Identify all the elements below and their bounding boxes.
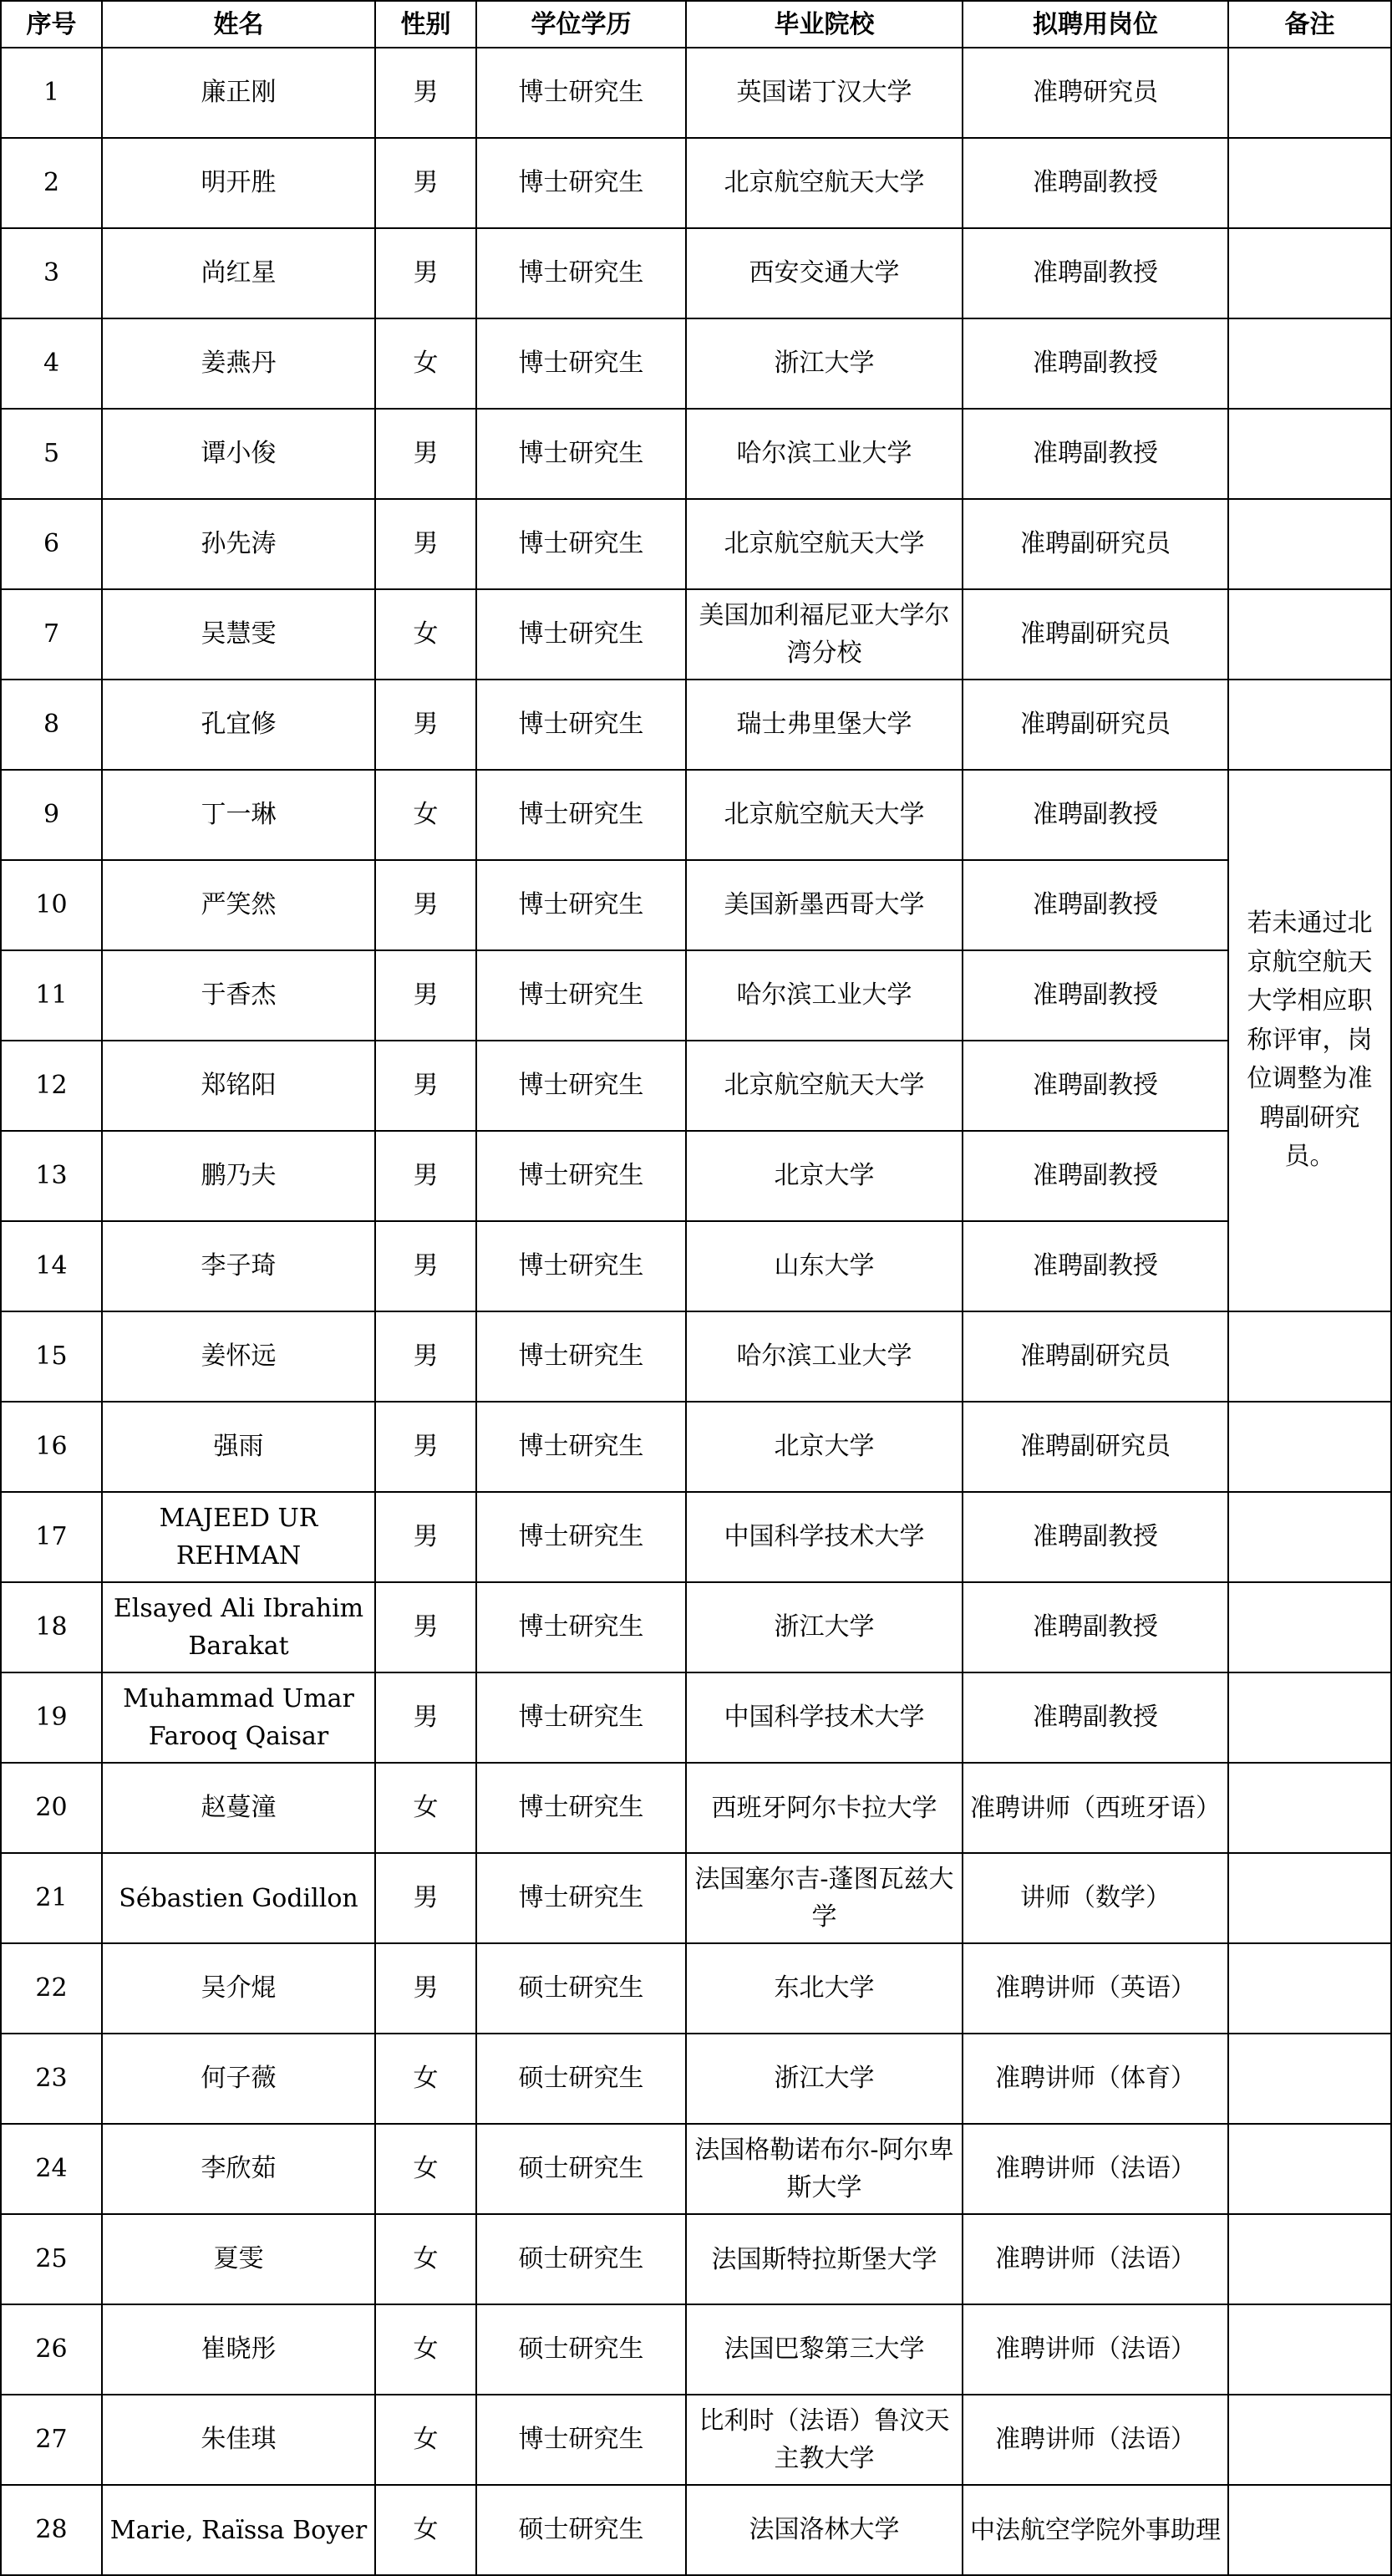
position-cell: 准聘讲师（法语） xyxy=(963,2304,1228,2395)
remarks-cell xyxy=(1228,318,1391,409)
degree-cell: 博士研究生 xyxy=(476,1853,686,1943)
remarks-cell xyxy=(1228,499,1391,589)
gender-cell: 男 xyxy=(375,1943,476,2034)
name-cell: Sébastien Godillon xyxy=(102,1853,375,1943)
serial-number-cell: 20 xyxy=(1,1763,102,1853)
degree-cell: 硕士研究生 xyxy=(476,2304,686,2395)
table-row xyxy=(1,2214,1391,2304)
serial-number-cell: 3 xyxy=(1,228,102,318)
name-cell: MAJEED UR REHMAN xyxy=(102,1492,375,1582)
school-cell: 美国新墨西哥大学 xyxy=(686,860,963,950)
serial-number-cell: 9 xyxy=(1,770,102,860)
gender-cell: 男 xyxy=(375,228,476,318)
remarks-cell xyxy=(1228,2485,1391,2575)
school-cell: 东北大学 xyxy=(686,1943,963,2034)
remarks-cell xyxy=(1228,48,1391,138)
name-cell: 廉正刚 xyxy=(102,48,375,138)
position-cell: 准聘副教授 xyxy=(963,770,1228,860)
header-row xyxy=(1,1,1391,48)
gender-cell: 男 xyxy=(375,1221,476,1311)
school-cell: 北京航空航天大学 xyxy=(686,138,963,228)
gender-cell: 男 xyxy=(375,138,476,228)
degree-cell: 博士研究生 xyxy=(476,138,686,228)
position-cell: 中法航空学院外事助理 xyxy=(963,2485,1228,2575)
position-cell: 准聘副研究员 xyxy=(963,680,1228,770)
gender-cell: 女 xyxy=(375,2485,476,2575)
table-row xyxy=(1,2034,1391,2124)
name-cell: 朱佳琪 xyxy=(102,2395,375,2485)
name-cell: 尚红星 xyxy=(102,228,375,318)
school-cell: 山东大学 xyxy=(686,1221,963,1311)
gender-cell: 女 xyxy=(375,2395,476,2485)
degree-cell: 博士研究生 xyxy=(476,1763,686,1853)
table-row xyxy=(1,860,1391,950)
remarks-cell xyxy=(1228,1853,1391,1943)
header-degree: 学位学历 xyxy=(476,1,686,48)
gender-cell: 女 xyxy=(375,2304,476,2395)
school-cell: 法国塞尔吉-蓬图瓦兹大学 xyxy=(686,1853,963,1943)
degree-cell: 博士研究生 xyxy=(476,318,686,409)
table-row xyxy=(1,1672,1391,1763)
remarks-note-cell: 若未通过北京航空航天大学相应职称评审，岗位调整为准聘副研究员。 xyxy=(1228,770,1391,1311)
name-cell: 郑铭阳 xyxy=(102,1041,375,1131)
position-cell: 准聘副研究员 xyxy=(963,1402,1228,1492)
gender-cell: 男 xyxy=(375,1492,476,1582)
remarks-cell xyxy=(1228,1402,1391,1492)
name-cell: Marie, Raïssa Boyer xyxy=(102,2485,375,2575)
school-cell: 哈尔滨工业大学 xyxy=(686,1311,963,1402)
table-row xyxy=(1,1221,1391,1311)
header-position: 拟聘用岗位 xyxy=(963,1,1228,48)
remarks-cell xyxy=(1228,680,1391,770)
remarks-cell xyxy=(1228,228,1391,318)
degree-cell: 硕士研究生 xyxy=(476,1943,686,2034)
gender-cell: 男 xyxy=(375,1131,476,1221)
serial-number-cell: 17 xyxy=(1,1492,102,1582)
table-row xyxy=(1,1763,1391,1853)
table-row xyxy=(1,1041,1391,1131)
name-cell: 强雨 xyxy=(102,1402,375,1492)
school-cell: 浙江大学 xyxy=(686,1582,963,1672)
name-cell: 赵蔓潼 xyxy=(102,1763,375,1853)
position-cell: 准聘副教授 xyxy=(963,138,1228,228)
name-cell: 于香杰 xyxy=(102,950,375,1041)
serial-number-cell: 10 xyxy=(1,860,102,950)
degree-cell: 博士研究生 xyxy=(476,409,686,499)
header-name: 姓名 xyxy=(102,1,375,48)
table-row xyxy=(1,1131,1391,1221)
school-cell: 法国格勒诺布尔-阿尔卑斯大学 xyxy=(686,2124,963,2214)
remarks-cell xyxy=(1228,2034,1391,2124)
table-row xyxy=(1,1853,1391,1943)
serial-number-cell: 13 xyxy=(1,1131,102,1221)
school-cell: 西班牙阿尔卡拉大学 xyxy=(686,1763,963,1853)
name-cell: 严笑然 xyxy=(102,860,375,950)
position-cell: 准聘讲师（体育） xyxy=(963,2034,1228,2124)
remarks-cell xyxy=(1228,138,1391,228)
remarks-cell xyxy=(1228,2124,1391,2214)
table-header xyxy=(1,1,1391,48)
degree-cell: 博士研究生 xyxy=(476,2395,686,2485)
remarks-cell xyxy=(1228,2395,1391,2485)
table-row xyxy=(1,1402,1391,1492)
gender-cell: 女 xyxy=(375,2124,476,2214)
serial-number-cell: 25 xyxy=(1,2214,102,2304)
table-row xyxy=(1,2485,1391,2575)
degree-cell: 博士研究生 xyxy=(476,1402,686,1492)
degree-cell: 博士研究生 xyxy=(476,1492,686,1582)
position-cell: 准聘讲师（英语） xyxy=(963,1943,1228,2034)
degree-cell: 硕士研究生 xyxy=(476,2034,686,2124)
position-cell: 准聘副教授 xyxy=(963,318,1228,409)
name-cell: 吴介焜 xyxy=(102,1943,375,2034)
degree-cell: 博士研究生 xyxy=(476,1311,686,1402)
gender-cell: 男 xyxy=(375,499,476,589)
school-cell: 比利时（法语）鲁汶天主教大学 xyxy=(686,2395,963,2485)
table-row xyxy=(1,2124,1391,2214)
serial-number-cell: 22 xyxy=(1,1943,102,2034)
position-cell: 准聘副教授 xyxy=(963,1672,1228,1763)
table-row xyxy=(1,1492,1391,1582)
header-gender: 性别 xyxy=(375,1,476,48)
header-serial-number: 序号 xyxy=(1,1,102,48)
position-cell: 准聘副教授 xyxy=(963,1492,1228,1582)
school-cell: 瑞士弗里堡大学 xyxy=(686,680,963,770)
position-cell: 准聘副教授 xyxy=(963,228,1228,318)
table-row xyxy=(1,228,1391,318)
table-row xyxy=(1,2395,1391,2485)
degree-cell: 博士研究生 xyxy=(476,48,686,138)
serial-number-cell: 11 xyxy=(1,950,102,1041)
serial-number-cell: 8 xyxy=(1,680,102,770)
table-row xyxy=(1,770,1391,860)
name-cell: 鹏乃夫 xyxy=(102,1131,375,1221)
name-cell: 丁一琳 xyxy=(102,770,375,860)
school-cell: 美国加利福尼亚大学尔湾分校 xyxy=(686,589,963,680)
school-cell: 英国诺丁汉大学 xyxy=(686,48,963,138)
position-cell: 讲师（数学） xyxy=(963,1853,1228,1943)
position-cell: 准聘副教授 xyxy=(963,1131,1228,1221)
position-cell: 准聘副教授 xyxy=(963,409,1228,499)
table-row xyxy=(1,950,1391,1041)
degree-cell: 硕士研究生 xyxy=(476,2485,686,2575)
position-cell: 准聘副教授 xyxy=(963,1221,1228,1311)
serial-number-cell: 28 xyxy=(1,2485,102,2575)
serial-number-cell: 5 xyxy=(1,409,102,499)
gender-cell: 女 xyxy=(375,318,476,409)
gender-cell: 男 xyxy=(375,1041,476,1131)
school-cell: 北京大学 xyxy=(686,1131,963,1221)
school-cell: 北京航空航天大学 xyxy=(686,499,963,589)
gender-cell: 女 xyxy=(375,2034,476,2124)
name-cell: 姜怀远 xyxy=(102,1311,375,1402)
degree-cell: 博士研究生 xyxy=(476,950,686,1041)
name-cell: 谭小俊 xyxy=(102,409,375,499)
serial-number-cell: 6 xyxy=(1,499,102,589)
remarks-cell xyxy=(1228,2304,1391,2395)
table-row xyxy=(1,138,1391,228)
position-cell: 准聘副教授 xyxy=(963,860,1228,950)
serial-number-cell: 21 xyxy=(1,1853,102,1943)
school-cell: 哈尔滨工业大学 xyxy=(686,950,963,1041)
degree-cell: 博士研究生 xyxy=(476,680,686,770)
degree-cell: 硕士研究生 xyxy=(476,2214,686,2304)
remarks-cell xyxy=(1228,1492,1391,1582)
serial-number-cell: 23 xyxy=(1,2034,102,2124)
remarks-cell xyxy=(1228,2214,1391,2304)
table-row xyxy=(1,499,1391,589)
position-cell: 准聘副教授 xyxy=(963,1582,1228,1672)
school-cell: 中国科学技术大学 xyxy=(686,1672,963,1763)
table-row xyxy=(1,1311,1391,1402)
header-school: 毕业院校 xyxy=(686,1,963,48)
gender-cell: 男 xyxy=(375,48,476,138)
gender-cell: 男 xyxy=(375,950,476,1041)
gender-cell: 男 xyxy=(375,860,476,950)
degree-cell: 博士研究生 xyxy=(476,1672,686,1763)
gender-cell: 男 xyxy=(375,1311,476,1402)
table-body xyxy=(1,48,1391,2575)
name-cell: 李欣茹 xyxy=(102,2124,375,2214)
remarks-cell xyxy=(1228,409,1391,499)
degree-cell: 博士研究生 xyxy=(476,1221,686,1311)
gender-cell: 男 xyxy=(375,409,476,499)
degree-cell: 博士研究生 xyxy=(476,1131,686,1221)
header-remarks: 备注 xyxy=(1228,1,1391,48)
name-cell: 孙先涛 xyxy=(102,499,375,589)
school-cell: 西安交通大学 xyxy=(686,228,963,318)
serial-number-cell: 12 xyxy=(1,1041,102,1131)
position-cell: 准聘研究员 xyxy=(963,48,1228,138)
position-cell: 准聘讲师（法语） xyxy=(963,2124,1228,2214)
serial-number-cell: 14 xyxy=(1,1221,102,1311)
name-cell: 夏雯 xyxy=(102,2214,375,2304)
gender-cell: 男 xyxy=(375,680,476,770)
remarks-cell xyxy=(1228,1763,1391,1853)
position-cell: 准聘副教授 xyxy=(963,1041,1228,1131)
school-cell: 北京航空航天大学 xyxy=(686,1041,963,1131)
degree-cell: 硕士研究生 xyxy=(476,2124,686,2214)
serial-number-cell: 27 xyxy=(1,2395,102,2485)
table-row xyxy=(1,680,1391,770)
remarks-cell xyxy=(1228,1311,1391,1402)
gender-cell: 男 xyxy=(375,1672,476,1763)
degree-cell: 博士研究生 xyxy=(476,228,686,318)
position-cell: 准聘讲师（法语） xyxy=(963,2395,1228,2485)
degree-cell: 博士研究生 xyxy=(476,860,686,950)
degree-cell: 博士研究生 xyxy=(476,1582,686,1672)
serial-number-cell: 1 xyxy=(1,48,102,138)
gender-cell: 男 xyxy=(375,1402,476,1492)
table-row xyxy=(1,2304,1391,2395)
name-cell: 明开胜 xyxy=(102,138,375,228)
serial-number-cell: 24 xyxy=(1,2124,102,2214)
gender-cell: 男 xyxy=(375,1853,476,1943)
name-cell: 崔晓彤 xyxy=(102,2304,375,2395)
table-row xyxy=(1,1943,1391,2034)
school-cell: 浙江大学 xyxy=(686,318,963,409)
remarks-cell xyxy=(1228,1672,1391,1763)
degree-cell: 博士研究生 xyxy=(476,1041,686,1131)
name-cell: 李子琦 xyxy=(102,1221,375,1311)
school-cell: 北京大学 xyxy=(686,1402,963,1492)
gender-cell: 女 xyxy=(375,770,476,860)
table-row xyxy=(1,409,1391,499)
gender-cell: 男 xyxy=(375,1582,476,1672)
table-row xyxy=(1,318,1391,409)
position-cell: 准聘讲师（西班牙语） xyxy=(963,1763,1228,1853)
table-row xyxy=(1,1582,1391,1672)
position-cell: 准聘副教授 xyxy=(963,950,1228,1041)
serial-number-cell: 18 xyxy=(1,1582,102,1672)
remarks-cell xyxy=(1228,589,1391,680)
position-cell: 准聘副研究员 xyxy=(963,1311,1228,1402)
school-cell: 法国斯特拉斯堡大学 xyxy=(686,2214,963,2304)
remarks-cell xyxy=(1228,1943,1391,2034)
name-cell: 姜燕丹 xyxy=(102,318,375,409)
school-cell: 中国科学技术大学 xyxy=(686,1492,963,1582)
name-cell: 何子薇 xyxy=(102,2034,375,2124)
name-cell: 孔宜修 xyxy=(102,680,375,770)
school-cell: 哈尔滨工业大学 xyxy=(686,409,963,499)
name-cell: Elsayed Ali Ibrahim Barakat xyxy=(102,1582,375,1672)
serial-number-cell: 15 xyxy=(1,1311,102,1402)
table-row xyxy=(1,48,1391,138)
serial-number-cell: 4 xyxy=(1,318,102,409)
school-cell: 法国洛林大学 xyxy=(686,2485,963,2575)
degree-cell: 博士研究生 xyxy=(476,589,686,680)
school-cell: 北京航空航天大学 xyxy=(686,770,963,860)
name-cell: Muhammad Umar Farooq Qaisar xyxy=(102,1672,375,1763)
school-cell: 法国巴黎第三大学 xyxy=(686,2304,963,2395)
serial-number-cell: 16 xyxy=(1,1402,102,1492)
serial-number-cell: 26 xyxy=(1,2304,102,2395)
table-row xyxy=(1,589,1391,680)
gender-cell: 女 xyxy=(375,1763,476,1853)
position-cell: 准聘副研究员 xyxy=(963,589,1228,680)
gender-cell: 女 xyxy=(375,589,476,680)
name-cell: 吴慧雯 xyxy=(102,589,375,680)
gender-cell: 女 xyxy=(375,2214,476,2304)
serial-number-cell: 7 xyxy=(1,589,102,680)
degree-cell: 博士研究生 xyxy=(476,770,686,860)
serial-number-cell: 19 xyxy=(1,1672,102,1763)
remarks-cell xyxy=(1228,1582,1391,1672)
school-cell: 浙江大学 xyxy=(686,2034,963,2124)
position-cell: 准聘讲师（法语） xyxy=(963,2214,1228,2304)
degree-cell: 博士研究生 xyxy=(476,499,686,589)
serial-number-cell: 2 xyxy=(1,138,102,228)
position-cell: 准聘副研究员 xyxy=(963,499,1228,589)
